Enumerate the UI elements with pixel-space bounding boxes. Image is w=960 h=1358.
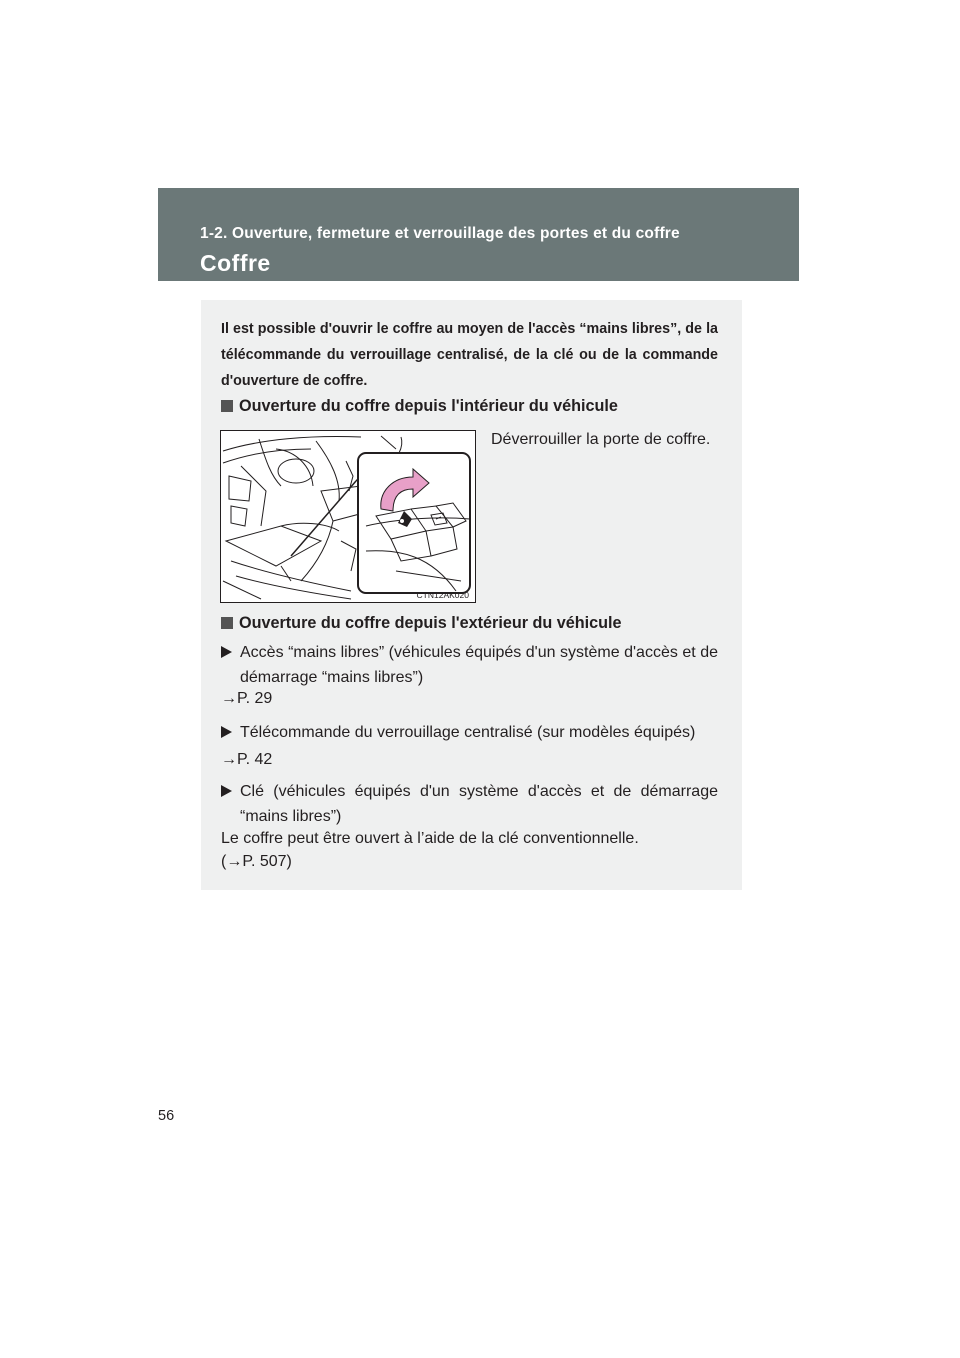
intro-paragraph: Il est possible d'ouvrir le coffre au moyen de l'accès “mains libres”, de la télécommande du verrouillage centralisé, de la clé ou de la commande d'ouverture de coffre. [221, 321, 718, 389]
bullet-item-remote [221, 720, 718, 745]
content-panel [201, 300, 742, 890]
figure-code: CTN12AK020 [416, 590, 469, 600]
page-reference: →P. 42 [221, 751, 273, 768]
car-interior-drawing [221, 431, 476, 603]
section-header [158, 188, 799, 281]
square-bullet-icon [221, 400, 233, 412]
square-bullet-icon [221, 617, 233, 629]
bullet-item-smart-entry [221, 640, 718, 690]
chapter-title: 1-2. Ouverture, fermeture et verrouillage des portes et du coffre [200, 225, 680, 242]
page-reference: →P. 29 [221, 690, 273, 707]
note-reference: (→P. 507) [221, 853, 292, 870]
bullet-text: Clé (véhicules équipés d'un système d'accès et de démarrage “mains libres”) [240, 783, 718, 825]
bullet-text: Accès “mains libres” (véhicules équipés d'un système d'accès et de démarrage “mains libres”) [240, 644, 718, 686]
page-number: 56 [158, 1108, 175, 1124]
triangle-bullet-icon [221, 726, 232, 738]
bullet-item-key [221, 779, 718, 829]
bullet-text: Télécommande du verrouillage centralisé (sur modèles équipés) [240, 724, 696, 741]
triangle-bullet-icon [221, 785, 232, 797]
section-heading-interior-label: Ouverture du coffre depuis l'intérieur du véhicule [239, 397, 618, 415]
interior-release-illustration [220, 430, 476, 603]
section-heading-interior [221, 397, 618, 416]
triangle-bullet-icon [221, 646, 232, 658]
page-title: Coffre [200, 250, 271, 276]
instruction-text: Déverrouiller la porte de coffre. [491, 431, 711, 448]
section-heading-exterior [221, 614, 622, 633]
section-heading-exterior-label: Ouverture du coffre depuis l'extérieur du véhicule [239, 614, 622, 632]
note-line: Le coffre peut être ouvert à l’aide de la clé conventionnelle. [221, 830, 639, 847]
